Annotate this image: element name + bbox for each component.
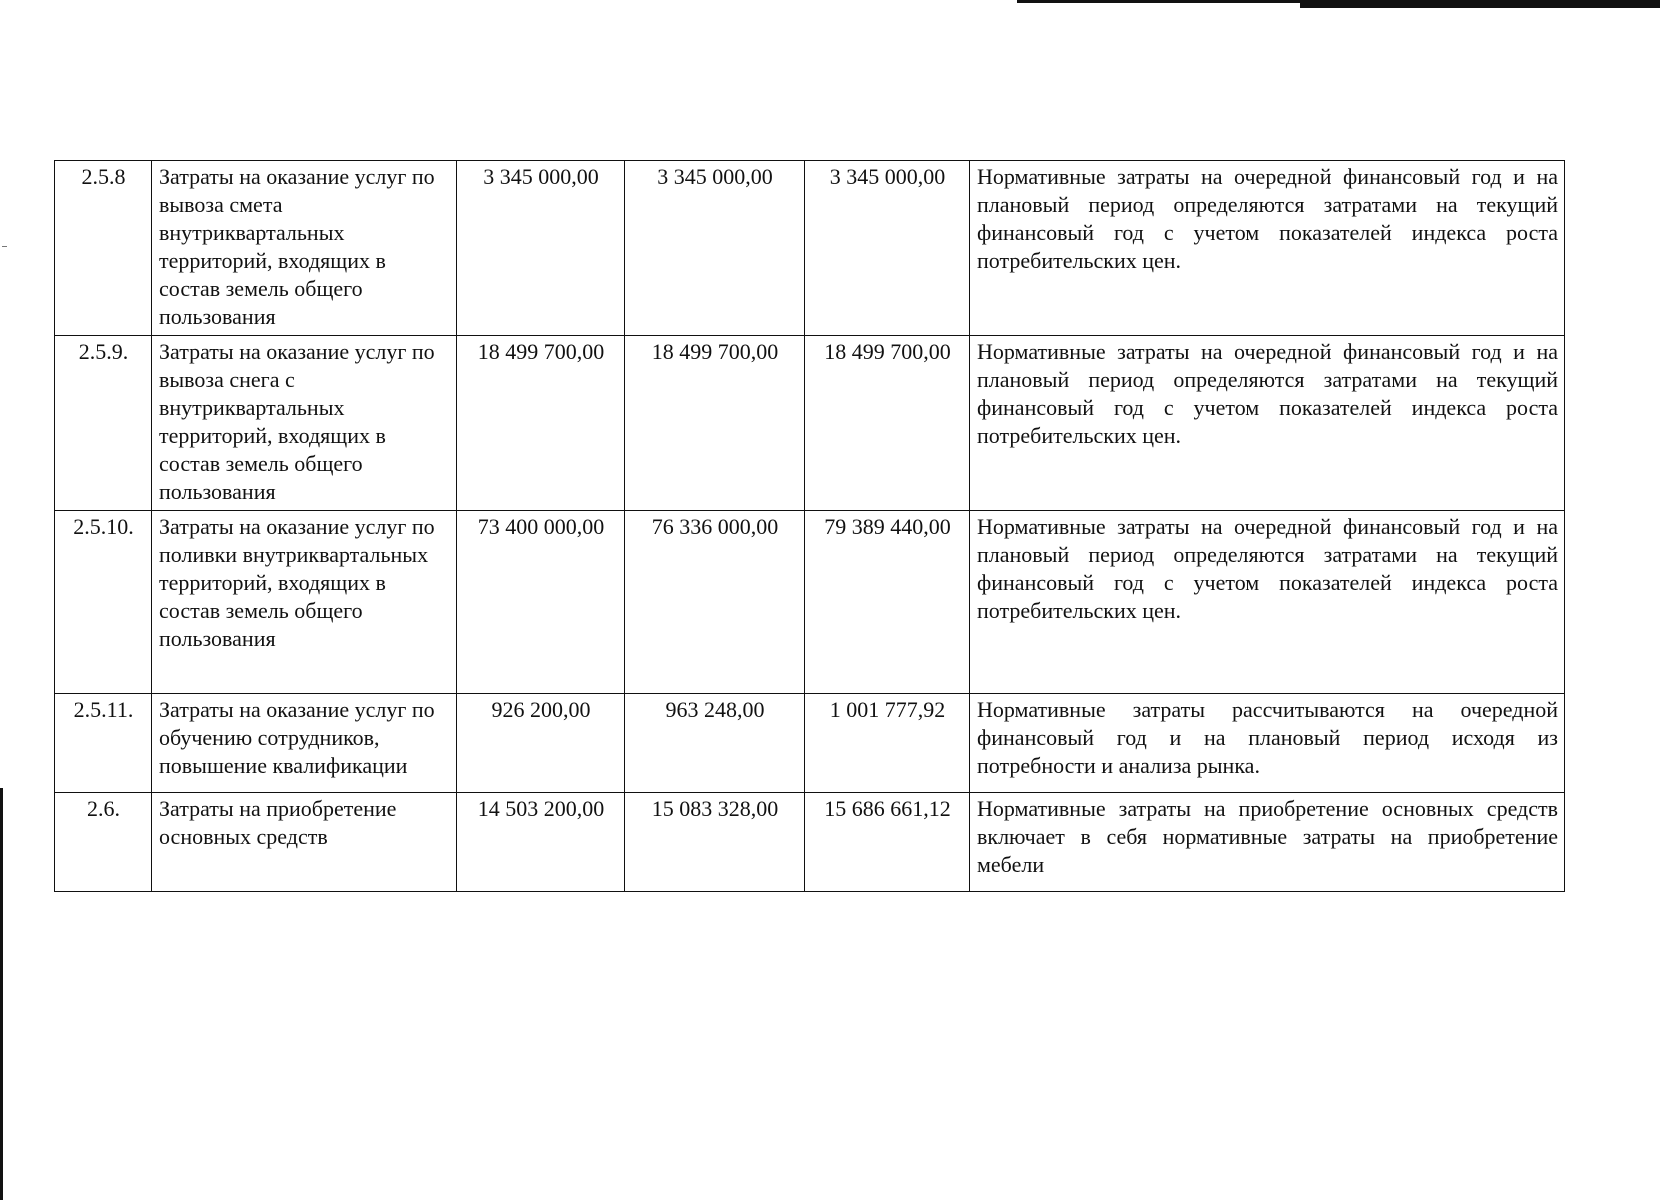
table-row bbox=[55, 793, 1565, 892]
cost-table bbox=[54, 160, 1565, 892]
row-description: Нормативные затраты рассчитываются на очередной финансовый год и на плановый период исходя из потребности и анализа рынка. bbox=[970, 694, 1565, 793]
row-number: 2.5.11. bbox=[55, 694, 152, 793]
row-value-year1: 3 345 000,00 bbox=[457, 161, 625, 336]
row-value-year1: 73 400 000,00 bbox=[457, 511, 625, 694]
table-row bbox=[55, 511, 1565, 694]
row-description: Нормативные затраты на очередной финансовый год и на плановый период определяются затратами на текущий финансовый год с учетом показателей индекса роста потребительских цен. bbox=[970, 161, 1565, 336]
row-value-year3: 1 001 777,92 bbox=[805, 694, 970, 793]
scan-mark bbox=[2, 246, 7, 247]
table-row bbox=[55, 694, 1565, 793]
row-number: 2.6. bbox=[55, 793, 152, 892]
row-value-year1: 926 200,00 bbox=[457, 694, 625, 793]
row-value-year2: 3 345 000,00 bbox=[625, 161, 805, 336]
row-value-year2: 18 499 700,00 bbox=[625, 336, 805, 511]
row-name: Затраты на оказание услуг по вывоза снега с внутриквартальных территорий, входящих в состав земель общего пользования bbox=[152, 336, 457, 511]
row-number: 2.5.9. bbox=[55, 336, 152, 511]
row-value-year1: 18 499 700,00 bbox=[457, 336, 625, 511]
row-number: 2.5.8 bbox=[55, 161, 152, 336]
scan-edge-top-thick bbox=[1300, 0, 1660, 8]
scan-edge-left bbox=[0, 788, 3, 1200]
row-value-year3: 18 499 700,00 bbox=[805, 336, 970, 511]
row-value-year3: 79 389 440,00 bbox=[805, 511, 970, 694]
table-row bbox=[55, 161, 1565, 336]
row-name: Затраты на оказание услуг по поливки внутриквартальных территорий, входящих в состав земель общего пользования bbox=[152, 511, 457, 694]
row-description: Нормативные затраты на очередной финансовый год и на плановый период определяются затратами на текущий финансовый год с учетом показателей индекса роста потребительских цен. bbox=[970, 336, 1565, 511]
row-name: Затраты на оказание услуг по вывоза смета внутриквартальных территорий, входящих в состав земель общего пользования bbox=[152, 161, 457, 336]
row-value-year3: 15 686 661,12 bbox=[805, 793, 970, 892]
row-value-year2: 15 083 328,00 bbox=[625, 793, 805, 892]
row-value-year2: 963 248,00 bbox=[625, 694, 805, 793]
table-row bbox=[55, 336, 1565, 511]
row-value-year3: 3 345 000,00 bbox=[805, 161, 970, 336]
row-description: Нормативные затраты на очередной финансовый год и на плановый период определяются затратами на текущий финансовый год с учетом показателей индекса роста потребительских цен. bbox=[970, 511, 1565, 694]
row-name: Затраты на приобретение основных средств bbox=[152, 793, 457, 892]
row-number: 2.5.10. bbox=[55, 511, 152, 694]
row-name: Затраты на оказание услуг по обучению сотрудников, повышение квалификации bbox=[152, 694, 457, 793]
row-description: Нормативные затраты на приобретение основных средств включает в себя нормативные затраты на приобретение мебели bbox=[970, 793, 1565, 892]
row-value-year1: 14 503 200,00 bbox=[457, 793, 625, 892]
row-value-year2: 76 336 000,00 bbox=[625, 511, 805, 694]
